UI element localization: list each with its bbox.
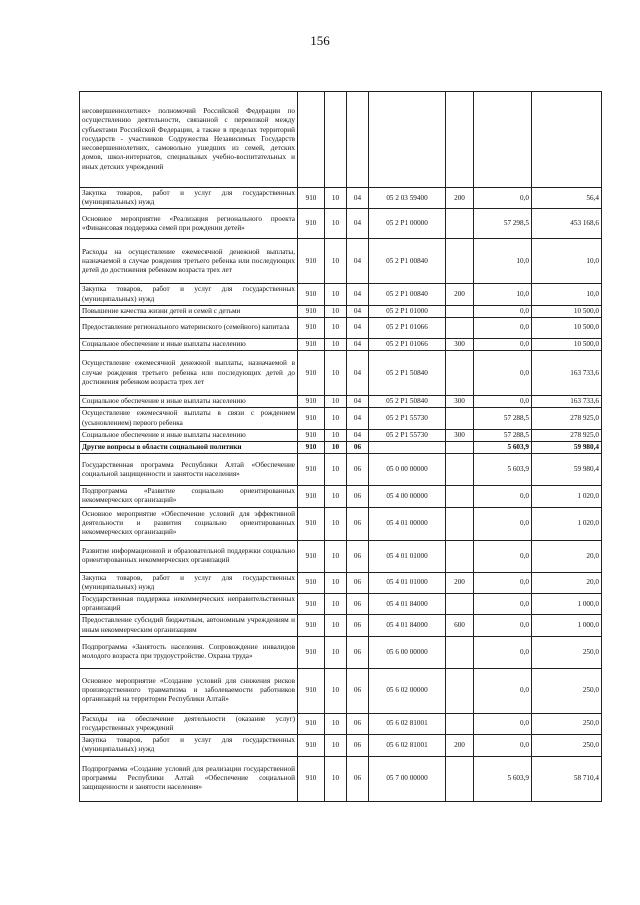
amount-year-2-cell: 250,0 <box>532 636 602 668</box>
expense-kind-cell: 300 <box>446 396 474 408</box>
expense-kind-cell <box>446 507 474 540</box>
expense-kind-cell <box>446 408 474 429</box>
amount-year-2-cell: 278 925,0 <box>532 408 602 429</box>
row-name-cell: Осуществление ежемесячной выплаты в связи с рождением (усыновлением) первого ребенка <box>80 408 298 429</box>
amount-year-1-cell: 0,0 <box>474 540 532 572</box>
amount-year-2-cell: 453 168,6 <box>532 209 602 239</box>
admin-code-cell: 910 <box>298 636 325 668</box>
target-article-cell: 05 2 P1 50840 <box>369 351 446 396</box>
amount-year-1-cell: 0,0 <box>474 318 532 339</box>
expense-kind-cell <box>446 209 474 239</box>
table-row <box>80 351 602 396</box>
expense-kind-cell <box>446 713 474 734</box>
subsection-code-cell: 06 <box>347 486 369 507</box>
table-row <box>80 284 602 305</box>
row-name-cell: Расходы на обеспечение деятельности (оказание услуг) государственных учреждений <box>80 713 298 734</box>
target-article-cell: 05 2 P1 01000 <box>369 305 446 317</box>
section-code-cell: 10 <box>325 284 347 305</box>
table-row <box>80 188 602 209</box>
admin-code-cell: 910 <box>298 486 325 507</box>
admin-code-cell: 910 <box>298 188 325 209</box>
row-name-cell: Закупка товаров, работ и услуг для государственных (муниципальных) нужд <box>80 735 298 756</box>
target-article-cell: 05 4 01 84000 <box>369 615 446 636</box>
target-article-cell: 05 7 00 00000 <box>369 756 446 801</box>
target-article-cell: 05 4 01 01000 <box>369 572 446 593</box>
section-code-cell: 10 <box>325 305 347 317</box>
section-code-cell: 10 <box>325 396 347 408</box>
expense-kind-cell: 600 <box>446 615 474 636</box>
table-row <box>80 305 602 317</box>
amount-year-1-cell: 5 603,9 <box>474 442 532 454</box>
admin-code-cell: 910 <box>298 668 325 713</box>
section-code-cell: 10 <box>325 594 347 615</box>
row-name-cell: Подпрограмма «Развитие социально ориентированных некоммерческих организаций» <box>80 486 298 507</box>
amount-year-1-cell: 57 288,5 <box>474 429 532 441</box>
row-name-cell: Закупка товаров, работ и услуг для государственных (муниципальных) нужд <box>80 284 298 305</box>
target-article-cell: 05 2 03 59400 <box>369 188 446 209</box>
target-article-cell: 05 4 01 84000 <box>369 594 446 615</box>
amount-year-1-cell: 0,0 <box>474 668 532 713</box>
admin-code-cell: 910 <box>298 507 325 540</box>
expense-kind-cell <box>446 92 474 188</box>
subsection-code-cell: 04 <box>347 408 369 429</box>
admin-code-cell: 910 <box>298 284 325 305</box>
expense-kind-cell: 200 <box>446 735 474 756</box>
budget-table-body <box>80 92 602 802</box>
amount-year-2-cell: 20,0 <box>532 572 602 593</box>
amount-year-1-cell: 0,0 <box>474 636 532 668</box>
target-article-cell: 05 2 P1 00840 <box>369 284 446 305</box>
row-name-cell: Государственная поддержка некоммерческих неправительственных организаций <box>80 594 298 615</box>
amount-year-1-cell: 0,0 <box>474 594 532 615</box>
admin-code-cell: 910 <box>298 318 325 339</box>
amount-year-1-cell: 10,0 <box>474 284 532 305</box>
amount-year-1-cell: 5 603,9 <box>474 454 532 486</box>
table-row <box>80 486 602 507</box>
admin-code-cell: 910 <box>298 408 325 429</box>
subsection-code-cell: 06 <box>347 442 369 454</box>
subsection-code-cell: 06 <box>347 668 369 713</box>
section-code-cell: 10 <box>325 339 347 351</box>
table-row <box>80 209 602 239</box>
amount-year-1-cell: 0,0 <box>474 339 532 351</box>
target-article-cell <box>369 92 446 188</box>
admin-code-cell: 910 <box>298 615 325 636</box>
table-row <box>80 396 602 408</box>
target-article-cell: 05 6 02 00000 <box>369 668 446 713</box>
expense-kind-cell: 200 <box>446 188 474 209</box>
row-name-cell: Осуществление ежемесячной денежной выплаты, назначаемой в случае рождения третьего ребенка или последующих детей до достижения ребенком возраста трех лет <box>80 351 298 396</box>
subsection-code-cell: 06 <box>347 636 369 668</box>
section-code-cell: 10 <box>325 486 347 507</box>
table-row <box>80 429 602 441</box>
admin-code-cell: 910 <box>298 396 325 408</box>
admin-code-cell: 910 <box>298 756 325 801</box>
expense-kind-cell: 300 <box>446 339 474 351</box>
amount-year-1-cell: 0,0 <box>474 396 532 408</box>
admin-code-cell: 910 <box>298 239 325 284</box>
admin-code-cell: 910 <box>298 454 325 486</box>
subsection-code-cell: 04 <box>347 188 369 209</box>
table-row <box>80 507 602 540</box>
section-code-cell: 10 <box>325 454 347 486</box>
row-name-cell: Основное мероприятие «Обеспечение условий для эффективной деятельности и развития социально ориентированных некоммерческих организаций» <box>80 507 298 540</box>
amount-year-1-cell: 0,0 <box>474 507 532 540</box>
admin-code-cell: 910 <box>298 429 325 441</box>
target-article-cell: 05 2 P1 55730 <box>369 408 446 429</box>
budget-table-container <box>79 91 601 802</box>
expense-kind-cell <box>446 486 474 507</box>
amount-year-1-cell: 0,0 <box>474 572 532 593</box>
table-row <box>80 594 602 615</box>
table-row <box>80 92 602 188</box>
table-row <box>80 713 602 734</box>
row-name-cell: Развитие информационной и образовательной поддержки социально ориентированных некоммерческих организаций <box>80 540 298 572</box>
target-article-cell: 05 4 01 01000 <box>369 540 446 572</box>
table-row <box>80 318 602 339</box>
subsection-code-cell: 04 <box>347 429 369 441</box>
amount-year-2-cell: 10 500,0 <box>532 318 602 339</box>
target-article-cell: 05 6 02 81001 <box>369 713 446 734</box>
row-name-cell: Основное мероприятие «Реализация регионального проекта «Финансовая поддержка семей при рождении детей» <box>80 209 298 239</box>
row-name-cell: несовершеннолетних» полномочий Российской Федерации по осуществлению деятельности, связанной с перевозкой между субъектами Российской Федерации, а также в пределах территорий государств - участников Содружества Независимых Государств несовершеннолетних, самовольно ушедших из семей, детских домов, школ-интернатов, специальных учебно-воспитательных и иных детских учреждений <box>80 92 298 188</box>
admin-code-cell <box>298 92 325 188</box>
table-row <box>80 735 602 756</box>
row-name-cell: Другие вопросы в области социальной политики <box>80 442 298 454</box>
table-row <box>80 756 602 801</box>
expense-kind-cell <box>446 540 474 572</box>
section-code-cell: 10 <box>325 408 347 429</box>
expense-kind-cell <box>446 318 474 339</box>
table-row <box>80 540 602 572</box>
amount-year-2-cell: 163 733,6 <box>532 351 602 396</box>
table-row <box>80 442 602 454</box>
admin-code-cell: 910 <box>298 339 325 351</box>
table-row <box>80 454 602 486</box>
row-name-cell: Подпрограмма «Занятость населения. Сопровождение инвалидов молодого возраста при трудоустройстве. Охрана труда» <box>80 636 298 668</box>
expense-kind-cell: 200 <box>446 572 474 593</box>
subsection-code-cell: 04 <box>347 305 369 317</box>
subsection-code-cell: 04 <box>347 284 369 305</box>
amount-year-1-cell: 0,0 <box>474 188 532 209</box>
subsection-code-cell: 04 <box>347 239 369 284</box>
admin-code-cell: 910 <box>298 209 325 239</box>
amount-year-1-cell: 5 603,9 <box>474 756 532 801</box>
subsection-code-cell: 06 <box>347 713 369 734</box>
section-code-cell: 10 <box>325 442 347 454</box>
expense-kind-cell <box>446 756 474 801</box>
target-article-cell: 05 2 P1 50840 <box>369 396 446 408</box>
amount-year-2-cell: 278 925,0 <box>532 429 602 441</box>
subsection-code-cell: 06 <box>347 735 369 756</box>
section-code-cell: 10 <box>325 351 347 396</box>
section-code-cell: 10 <box>325 209 347 239</box>
admin-code-cell: 910 <box>298 540 325 572</box>
expense-kind-cell: 300 <box>446 429 474 441</box>
subsection-code-cell: 04 <box>347 318 369 339</box>
table-row <box>80 408 602 429</box>
section-code-cell: 10 <box>325 756 347 801</box>
subsection-code-cell <box>347 92 369 188</box>
row-name-cell: Основное мероприятие «Создание условий для снижения рисков производственного травматизма и заболеваемости работников организаций на территории Республики Алтай» <box>80 668 298 713</box>
expense-kind-cell <box>446 594 474 615</box>
section-code-cell: 10 <box>325 540 347 572</box>
amount-year-2-cell: 250,0 <box>532 735 602 756</box>
subsection-code-cell: 06 <box>347 540 369 572</box>
amount-year-2-cell: 59 980,4 <box>532 442 602 454</box>
admin-code-cell: 910 <box>298 713 325 734</box>
table-row <box>80 636 602 668</box>
budget-table <box>79 91 602 802</box>
amount-year-1-cell: 0,0 <box>474 351 532 396</box>
section-code-cell: 10 <box>325 188 347 209</box>
expense-kind-cell <box>446 239 474 284</box>
admin-code-cell: 910 <box>298 572 325 593</box>
amount-year-1-cell: 0,0 <box>474 713 532 734</box>
admin-code-cell: 910 <box>298 351 325 396</box>
target-article-cell: 05 4 00 00000 <box>369 486 446 507</box>
row-name-cell: Социальное обеспечение и иные выплаты населению <box>80 339 298 351</box>
table-row <box>80 668 602 713</box>
subsection-code-cell: 06 <box>347 615 369 636</box>
amount-year-2-cell: 10 500,0 <box>532 305 602 317</box>
subsection-code-cell: 04 <box>347 209 369 239</box>
amount-year-2-cell: 10 500,0 <box>532 339 602 351</box>
amount-year-1-cell: 0,0 <box>474 305 532 317</box>
section-code-cell: 10 <box>325 239 347 284</box>
row-name-cell: Повышение качества жизни детей и семей с детьми <box>80 305 298 317</box>
subsection-code-cell: 04 <box>347 396 369 408</box>
row-name-cell: Предоставление субсидий бюджетным, автономным учреждениям и иным некоммерческим организациям <box>80 615 298 636</box>
page-number: 156 <box>310 33 330 48</box>
section-code-cell: 10 <box>325 507 347 540</box>
subsection-code-cell: 06 <box>347 594 369 615</box>
subsection-code-cell: 04 <box>347 339 369 351</box>
amount-year-2-cell: 163 733,6 <box>532 396 602 408</box>
amount-year-1-cell: 10,0 <box>474 239 532 284</box>
admin-code-cell: 910 <box>298 442 325 454</box>
amount-year-2-cell: 58 710,4 <box>532 756 602 801</box>
row-name-cell: Предоставление регионального материнского (семейного) капитала <box>80 318 298 339</box>
section-code-cell: 10 <box>325 615 347 636</box>
expense-kind-cell <box>446 636 474 668</box>
subsection-code-cell: 06 <box>347 507 369 540</box>
expense-kind-cell <box>446 454 474 486</box>
table-row <box>80 239 602 284</box>
section-code-cell <box>325 92 347 188</box>
amount-year-2-cell: 1 000,0 <box>532 594 602 615</box>
row-name-cell: Государственная программа Республики Алтай «Обеспечение социальной защищенности и занятости населения» <box>80 454 298 486</box>
expense-kind-cell <box>446 351 474 396</box>
subsection-code-cell: 06 <box>347 756 369 801</box>
section-code-cell: 10 <box>325 429 347 441</box>
section-code-cell: 10 <box>325 735 347 756</box>
admin-code-cell: 910 <box>298 305 325 317</box>
subsection-code-cell: 06 <box>347 572 369 593</box>
table-row <box>80 615 602 636</box>
row-name-cell: Закупка товаров, работ и услуг для государственных (муниципальных) нужд <box>80 188 298 209</box>
amount-year-1-cell: 57 298,5 <box>474 209 532 239</box>
target-article-cell: 05 2 P1 00000 <box>369 209 446 239</box>
amount-year-2-cell: 20,0 <box>532 540 602 572</box>
section-code-cell: 10 <box>325 318 347 339</box>
target-article-cell: 05 6 00 00000 <box>369 636 446 668</box>
target-article-cell: 05 2 P1 00840 <box>369 239 446 284</box>
section-code-cell: 10 <box>325 713 347 734</box>
admin-code-cell: 910 <box>298 594 325 615</box>
subsection-code-cell: 06 <box>347 454 369 486</box>
table-row <box>80 572 602 593</box>
expense-kind-cell <box>446 442 474 454</box>
admin-code-cell: 910 <box>298 735 325 756</box>
target-article-cell: 05 2 P1 01066 <box>369 318 446 339</box>
section-code-cell: 10 <box>325 668 347 713</box>
amount-year-1-cell: 0,0 <box>474 486 532 507</box>
amount-year-2-cell: 10,0 <box>532 284 602 305</box>
amount-year-2-cell: 250,0 <box>532 668 602 713</box>
section-code-cell: 10 <box>325 572 347 593</box>
amount-year-2-cell: 1 020,0 <box>532 486 602 507</box>
subsection-code-cell: 04 <box>347 351 369 396</box>
amount-year-2-cell: 250,0 <box>532 713 602 734</box>
target-article-cell: 05 2 P1 01066 <box>369 339 446 351</box>
target-article-cell: 05 0 00 00000 <box>369 454 446 486</box>
amount-year-1-cell: 0,0 <box>474 735 532 756</box>
target-article-cell: 05 6 02 81001 <box>369 735 446 756</box>
section-code-cell: 10 <box>325 636 347 668</box>
expense-kind-cell <box>446 668 474 713</box>
amount-year-2-cell: 1 000,0 <box>532 615 602 636</box>
table-row <box>80 339 602 351</box>
amount-year-1-cell: 57 288,5 <box>474 408 532 429</box>
target-article-cell: 05 4 01 00000 <box>369 507 446 540</box>
amount-year-1-cell: 0,0 <box>474 615 532 636</box>
row-name-cell: Подпрограмма «Создание условий для реализации государственной программы Республики Алтай «Обеспечение социальной защищенности и занятости населения» <box>80 756 298 801</box>
expense-kind-cell <box>446 305 474 317</box>
row-name-cell: Социальное обеспечение и иные выплаты населению <box>80 396 298 408</box>
row-name-cell: Социальное обеспечение и иные выплаты населению <box>80 429 298 441</box>
target-article-cell: 05 2 P1 55730 <box>369 429 446 441</box>
amount-year-2-cell: 1 020,0 <box>532 507 602 540</box>
amount-year-2-cell: 59 980,4 <box>532 454 602 486</box>
row-name-cell: Расходы на осуществление ежемесячной денежной выплаты, назначаемой в случае рождения третьего ребенка или последующих детей до достижения ребенком возраста трех лет <box>80 239 298 284</box>
amount-year-2-cell: 56,4 <box>532 188 602 209</box>
amount-year-1-cell <box>474 92 532 188</box>
amount-year-2-cell: 10,0 <box>532 239 602 284</box>
amount-year-2-cell <box>532 92 602 188</box>
target-article-cell <box>369 442 446 454</box>
row-name-cell: Закупка товаров, работ и услуг для государственных (муниципальных) нужд <box>80 572 298 593</box>
expense-kind-cell: 200 <box>446 284 474 305</box>
